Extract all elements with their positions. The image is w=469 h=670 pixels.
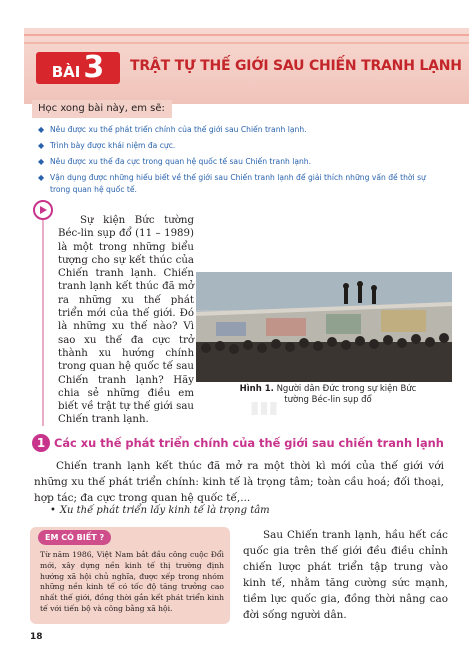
header-stripe	[24, 34, 469, 36]
objective-text: Trình bày được khái niệm đa cực.	[50, 141, 176, 150]
lesson-badge	[36, 52, 120, 84]
did-you-know-label: EM CÓ BIẾT ?	[38, 530, 111, 545]
economy-paragraph: Sau Chiến tranh lạnh, hầu hết các quốc gia trên thế giới đều điều chỉnh chiến lược phát triển tập trung vào kinh tế, nhằm tăng cường sức mạnh, tiềm lực quốc gia, đồng thời nâng cao đời sống người dân.	[243, 529, 448, 621]
section-title: Các xu thế phát triển chính của thế giới sau chiến tranh lạnh	[54, 436, 444, 450]
lesson-number: 3	[83, 50, 105, 85]
objective-text: Vận dụng được những hiểu biết về thế giới sau Chiến tranh lạnh để giải thích những vấn đề thời sự trong quan hệ quốc tế.	[50, 173, 426, 194]
watermark: ▮▮▮	[250, 398, 279, 418]
play-icon	[33, 200, 53, 220]
figure-caption-text: Người dân Đức trong sự kiện Bức tường Béc-lin sụp đổ	[276, 384, 417, 405]
bullet-icon: •	[50, 505, 56, 516]
diamond-bullet-icon: ◆	[38, 125, 45, 134]
page-number: 18	[30, 632, 43, 642]
header-stripe	[24, 42, 469, 44]
berlin-wall-photo	[196, 272, 452, 382]
section-number: 1	[32, 434, 50, 452]
objective-item	[36, 172, 446, 196]
diamond-bullet-icon: ◆	[38, 141, 45, 150]
lesson-word: BÀI	[51, 63, 81, 81]
objective-item	[36, 124, 446, 136]
did-you-know-text: Từ năm 1986, Việt Nam bắt đầu công cuộc Đổi mới, xây dựng nền kinh tế thị trường định hướng xã hội chủ nghĩa, được xếp trong nhóm những nền kinh tế có tốc độ tăng trưởng cao nhất thế giới, đồng thời gắn kết phát triển kinh tế với tiến bộ và công bằng xã hội.	[40, 550, 224, 613]
subheading-text: Xu thế phát triển lấy kinh tế là trọng tâm	[59, 505, 270, 516]
objective-item	[36, 156, 446, 168]
diamond-bullet-icon: ◆	[38, 157, 45, 166]
figure-caption	[238, 384, 418, 406]
objectives-heading: Học xong bài này, em sẽ:	[32, 100, 172, 118]
objective-item	[36, 140, 446, 152]
lesson-title: TRẬT TỰ THẾ GIỚI SAU CHIẾN TRANH LẠNH	[130, 58, 462, 74]
subheading	[50, 505, 270, 516]
diamond-bullet-icon: ◆	[38, 173, 45, 182]
objectives-list	[36, 124, 446, 200]
figure-label: Hình 1.	[239, 384, 274, 394]
section-body: Chiến tranh lạnh kết thúc đã mở ra một thời kì mới của thế giới với những xu thế phát triển chính: kinh tế là trọng tâm; toàn cầu hoá; đối thoại, hợp tác; đa cực trong quan hệ quốc tế,...	[34, 460, 444, 504]
intro-text: Sự kiện Bức tường Béc-lin sụp đổ (11 – 1989) là một trong những biểu tượng cho sự kết thúc của Chiến tranh lạnh. Chiến tranh lạnh kết thúc đã mở ra những xu thế phát triển mới của thế giới. Đó là những xu thế nào? Vì sao xu thế đa cực trở thành xu hướng chính trong quan hệ quốc tế sau Chiến tranh lạnh? Hãy chia sẻ những điều em biết về trật tự thế giới sau Chiến tranh lạnh.	[58, 215, 194, 426]
objective-text: Nêu được xu thế đa cực trong quan hệ quốc tế sau Chiến tranh lạnh.	[50, 157, 312, 166]
lesson-header	[24, 28, 469, 104]
objective-text: Nêu được xu thế phát triển chính của thế giới sau Chiến tranh lạnh.	[50, 125, 307, 134]
